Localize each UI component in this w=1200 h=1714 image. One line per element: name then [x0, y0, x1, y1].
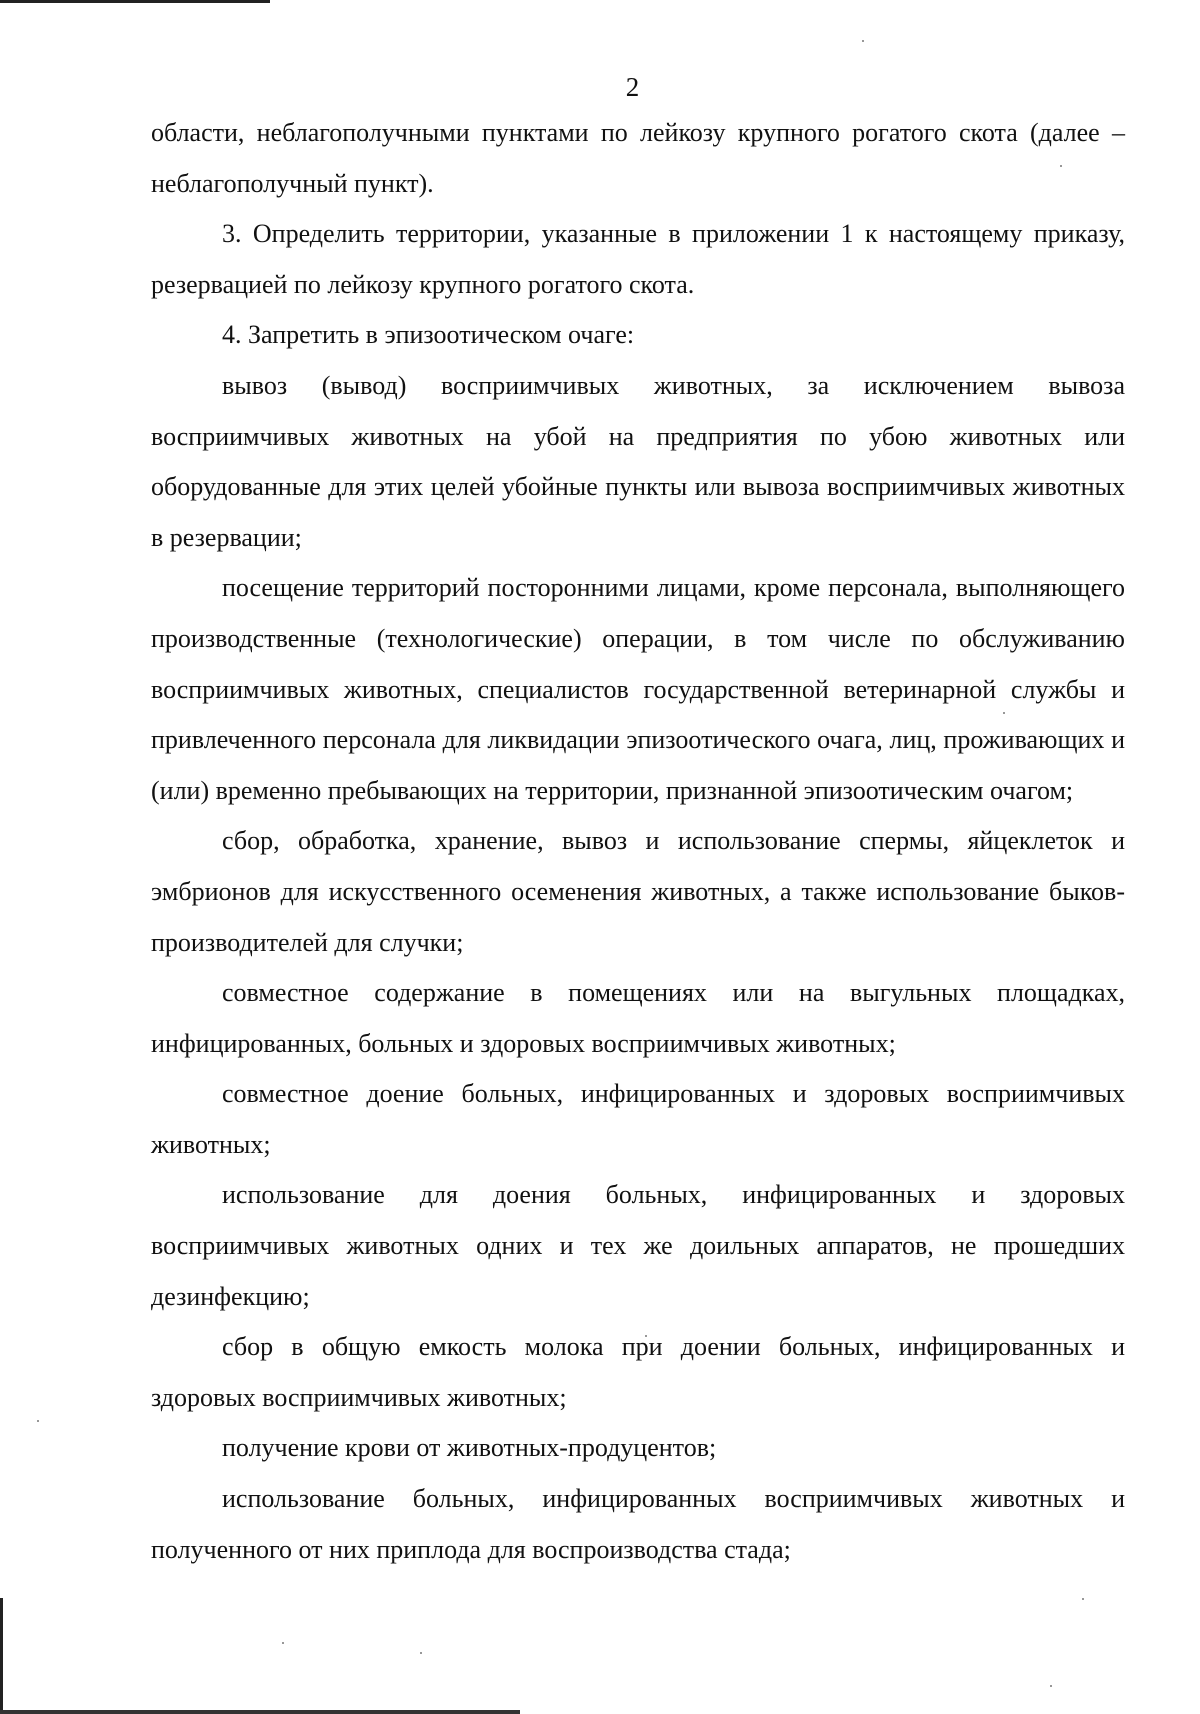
paragraph-ban-milk-collection: сбор в общую емкость молока при доении больных, инфицированных и здоровых восприимчивых животных; [151, 1332, 1125, 1412]
scan-edge-bottom [0, 1710, 520, 1714]
paragraph-ban-breeding: использование больных, инфицированных восприимчивых животных и полученного от них приплода для воспроизводства стада; [151, 1484, 1125, 1564]
paragraph-ban-milking-devices: использование для доения больных, инфицированных и здоровых восприимчивых животных одних и тех же доильных аппаратов, не прошедших дезинфекцию; [151, 1180, 1125, 1311]
scan-edge-left [0, 1598, 3, 1714]
paragraph-ban-blood: получение крови от животных-продуцентов; [222, 1433, 717, 1463]
paragraph-ban-sperm: сбор, обработка, хранение, вывоз и использование спермы, яйцеклеток и эмбрионов для искусственного осеменения животных, а также использование быков-производителей для случки; [151, 826, 1125, 957]
scan-edge-top [0, 0, 270, 3]
scan-speck [862, 40, 864, 42]
paragraph-continuation: области, неблагополучными пунктами по лейкозу крупного рогатого скота (далее – неблагополучный пункт). [151, 118, 1125, 198]
paragraph-ban-joint-keeping: совместное содержание в помещениях или на выгульных площадках, инфицированных, больных и здоровых восприимчивых животных; [151, 978, 1125, 1058]
scan-speck [420, 1652, 422, 1654]
scan-speck [1050, 1685, 1052, 1687]
scan-speck [282, 1642, 284, 1644]
paragraph-ban-joint-milking: совместное доение больных, инфицированных и здоровых восприимчивых животных; [151, 1079, 1125, 1159]
scan-speck [37, 1420, 39, 1422]
paragraph-ban-visits: посещение территорий посторонними лицами, кроме персонала, выполняющего производственные (технологические) операции, в том числе по обслуживанию восприимчивых животных, специалистов государственной ветеринарной службы и привлеченного персонала для ликвидации эпизоотического очага, лиц, проживающих и (или) временно пребывающих на территории, признанной эпизоотическим очагом; [151, 573, 1125, 805]
paragraph-item-3: 3. Определить территории, указанные в приложении 1 к настоящему приказу, резервацией по лейкозу крупного рогатого скота. [151, 219, 1125, 299]
scan-speck [1082, 1598, 1084, 1600]
page-number: 2 [625, 72, 640, 102]
paragraph-item-4: 4. Запретить в эпизоотическом очаге: [222, 320, 635, 350]
document-body [151, 108, 1125, 1575]
paragraph-ban-export: вывоз (вывод) восприимчивых животных, за исключением вывоза восприимчивых животных на убой на предприятия по убою животных или оборудованные для этих целей убойные пункты или вывоза восприимчивых животных в резервации; [151, 370, 1125, 552]
